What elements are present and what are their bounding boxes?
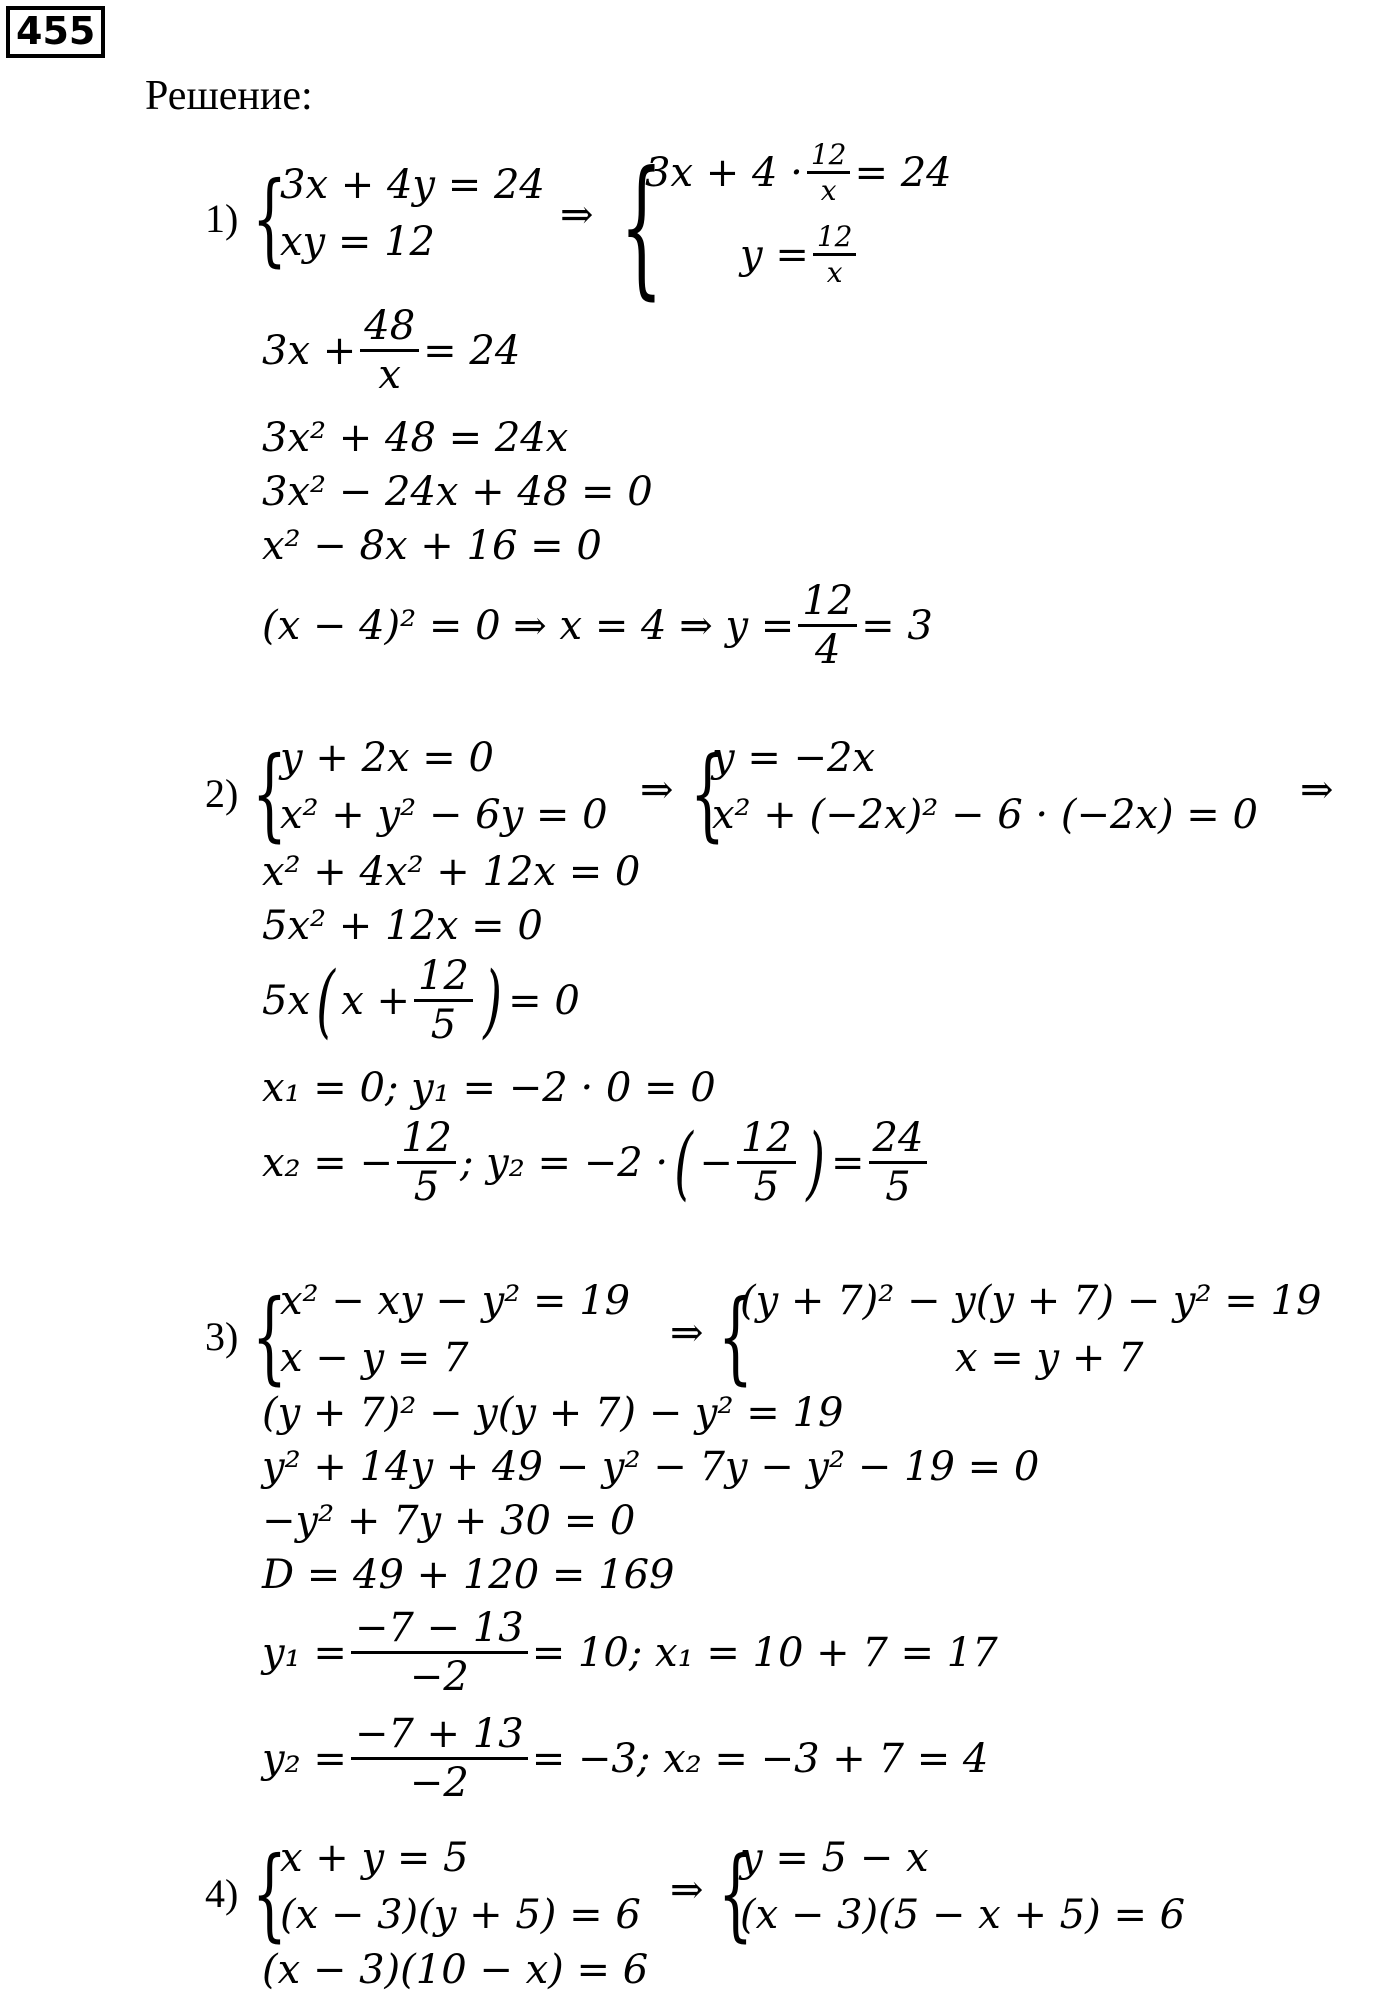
p3-sys-a-row1: x² − xy − y² = 19 [280,1278,631,1324]
p2-step-2: 5x² + 12x = 0 [262,903,543,949]
fraction: $\frac{24}{5}$ [869,1117,928,1208]
fraction: $\frac{48}{x}$ [360,305,419,396]
p1-sys-a-row2: xy = 12 [280,219,435,265]
p2-sys-b-row2: x² + (−2x)² − 6 · (−2x) = 0 [712,792,1258,838]
p4-step-1: (x − 3)(10 − x) = 6 [262,1947,649,1993]
fraction: $\frac{-7 + 13}{-2}$ [351,1713,528,1804]
p4-sys-a-row2: (x − 3)(y + 5) = 6 [280,1892,641,1938]
p4-sys-a-row1: x + y = 5 [280,1835,469,1881]
fraction: $\frac{12}{5}$ [737,1117,796,1208]
part-4-label: 4) [205,1871,239,1916]
brace-icon: { [252,1278,287,1395]
p2-sys-a-row1: y + 2x = 0 [280,735,494,781]
p3-sys-b-row2: x = y + 7 [955,1335,1144,1381]
paren-close: ) [806,1115,825,1209]
brace-icon: { [620,140,663,314]
p1-step-3: 3x² − 24x + 48 = 0 [262,469,653,515]
fraction: $\frac{-7 - 13}{-2}$ [351,1607,528,1698]
paren-close: ) [483,953,502,1047]
p3-sys-a-row2: x − y = 7 [280,1335,469,1381]
p3-step-3: −y² + 7y + 30 = 0 [262,1498,636,1544]
p2-step-1: x² + 4x² + 12x = 0 [262,849,641,895]
p2-arrow: ⇒ [640,767,674,813]
p2-step-3: 5x ( x + $\frac{12}{5}$ ) = 0 [262,953,580,1048]
fraction: $\frac{12}{5}$ [397,1117,456,1208]
p3-step-1: (y + 7)² − y(y + 7) − y² = 19 [262,1390,844,1436]
p2-step-4: x₁ = 0; y₁ = −2 · 0 = 0 [262,1065,716,1111]
p3-step-5: y₁ = $\frac{-7 - 13}{-2}$ = 10; x₁ = 10 + 7 = 17 [262,1605,998,1700]
p2-sys-b-row1: y = −2x [712,735,876,781]
p2-arrow-end: ⇒ [1300,767,1334,813]
part-3-label: 3) [205,1314,239,1359]
p3-sys-b-row1: (y + 7)² − y(y + 7) − y² = 19 [740,1278,1322,1324]
p4-sys-b-row1: y = 5 − x [740,1835,929,1881]
part-1-label: 1) [205,196,239,241]
fraction: $\frac{12}{5}$ [414,955,473,1046]
brace-icon: { [718,1835,753,1952]
paren-open: ( [674,1115,694,1209]
p4-arrow: ⇒ [670,1867,704,1913]
fraction: $\frac{12}{x}$ [807,140,851,206]
brace-icon: { [718,1278,753,1395]
brace-icon: { [690,735,725,852]
p1-sys-b-row1: 3x + 4 · $\frac{12}{x}$ = 24 [645,138,952,208]
p1-sys-a-row1: 3x + 4y = 24 [280,162,545,208]
p1-step-1: 3x + $\frac{48}{x}$ = 24 [262,303,521,398]
p3-step-4: D = 49 + 120 = 169 [262,1552,675,1598]
solution-heading: Решение: [145,73,313,119]
brace-icon: { [252,1835,287,1952]
brace-icon: { [252,735,287,852]
p1-sys-b-row2: y = $\frac{12}{x}$ [740,222,860,288]
p1-arrow: ⇒ [560,192,594,238]
p3-step-2: y² + 14y + 49 − y² − 7y − y² − 19 = 0 [262,1444,1040,1490]
p4-sys-b-row2: (x − 3)(5 − x + 5) = 6 [740,1892,1186,1938]
p3-step-6: y₂ = $\frac{-7 + 13}{-2}$ = −3; x₂ = −3 + 7 = 4 [262,1711,989,1806]
p2-sys-a-row2: x² + y² − 6y = 0 [280,792,608,838]
part-2-label: 2) [205,771,239,816]
fraction: $\frac{12}{4}$ [798,580,857,671]
p1-step-2: 3x² + 48 = 24x [262,415,569,461]
p2-step-5: x₂ = − $\frac{12}{5}$ ; y₂ = −2 · ( − $\frac{12}{5}$ ) = $\frac{24}{5}$ [262,1117,931,1208]
brace-icon: { [252,160,287,277]
problem-number: 455 [6,6,105,58]
p1-step-5: (x − 4)² = 0 ⇒ x = 4 ⇒ y = $\frac{12}{4}$ = 3 [262,578,933,673]
fraction: $\frac{12}{x}$ [813,222,857,288]
p3-arrow: ⇒ [670,1310,704,1356]
p1-step-4: x² − 8x + 16 = 0 [262,523,602,569]
paren-open: ( [316,953,335,1047]
